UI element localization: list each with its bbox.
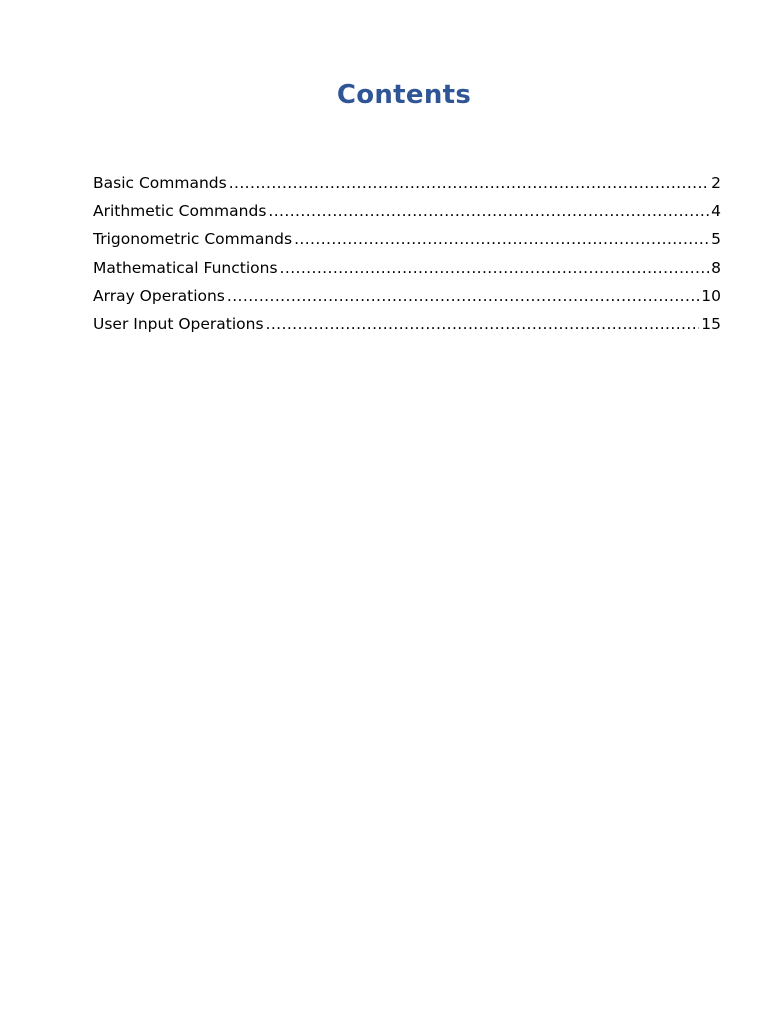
toc-entry-label: Mathematical Functions <box>93 258 278 277</box>
table-of-contents <box>93 174 721 343</box>
toc-dot-leader <box>294 230 709 248</box>
toc-entry-label: Basic Commands <box>93 174 227 192</box>
toc-entry-label: Arithmetic Commands <box>93 202 267 221</box>
toc-dot-leader <box>280 259 710 277</box>
toc-entry-label: Array Operations <box>93 286 225 305</box>
toc-entry-mathematical-functions[interactable] <box>93 259 721 287</box>
toc-entry-page-number: 8 <box>711 258 721 277</box>
toc-entry-basic-commands[interactable] <box>93 174 721 202</box>
toc-dot-leader <box>266 315 700 333</box>
toc-dot-leader <box>229 174 709 192</box>
toc-entry-page-number: 4 <box>711 202 721 221</box>
page-title: Contents <box>336 80 472 110</box>
toc-entry-trigonometric-commands[interactable] <box>93 230 721 258</box>
toc-entry-label: User Input Operations <box>93 314 264 333</box>
toc-dot-leader <box>268 202 709 220</box>
toc-entry-user-input-operations[interactable] <box>93 315 721 343</box>
toc-entry-label: Trigonometric Commands <box>93 230 293 249</box>
toc-entry-page-number: 10 <box>701 286 721 305</box>
toc-entry-page-number: 5 <box>711 230 721 249</box>
toc-dot-leader <box>227 287 699 305</box>
toc-entry-array-operations[interactable] <box>93 287 721 315</box>
toc-entry-arithmetic-commands[interactable] <box>93 202 721 230</box>
toc-entry-page-number: 2 <box>711 174 721 192</box>
toc-entry-page-number: 15 <box>701 314 721 333</box>
